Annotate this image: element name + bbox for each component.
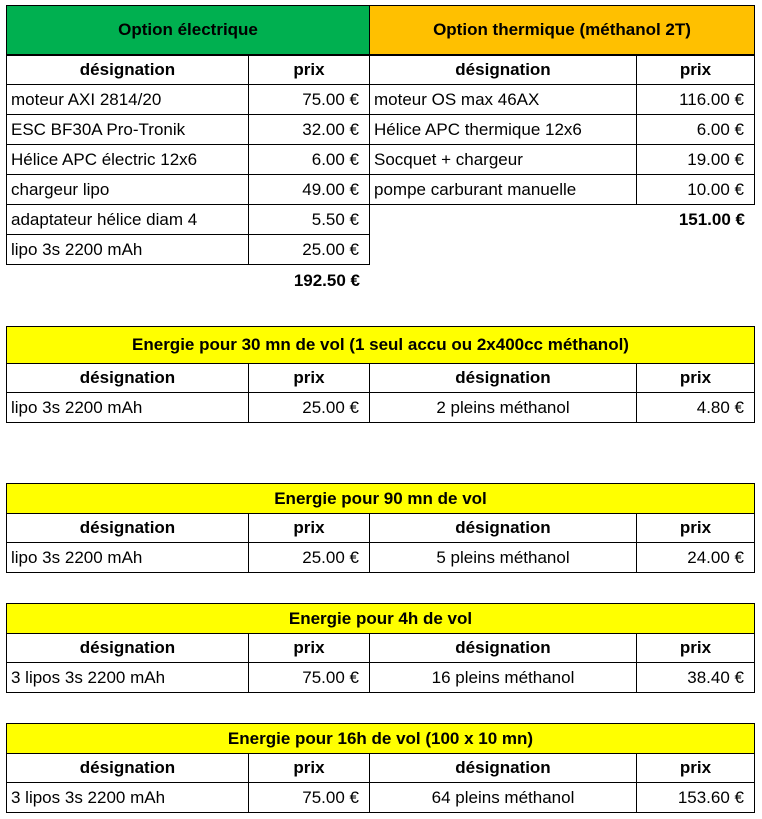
energy-col-designation: désignation xyxy=(369,513,637,543)
energy-electric-designation: lipo 3s 2200 mAh xyxy=(6,392,249,423)
electric-row-designation: adaptateur hélice diam 4 xyxy=(6,204,249,235)
energy-thermal-designation: 64 pleins méthanol xyxy=(369,782,637,813)
electric-col-designation: désignation xyxy=(6,55,249,85)
thermal-row-price: 19.00 € xyxy=(636,144,755,175)
electric-row-designation: moteur AXI 2814/20 xyxy=(6,84,249,115)
electric-row-designation: ESC BF30A Pro-Tronik xyxy=(6,114,249,145)
energy-electric-price: 25.00 € xyxy=(248,392,370,423)
electric-row-price: 32.00 € xyxy=(248,114,370,145)
thermal-total: 151.00 € xyxy=(678,210,745,229)
thermal-row-price: 116.00 € xyxy=(636,84,755,115)
thermal-row-designation: moteur OS max 46AX xyxy=(369,84,637,115)
energy-col-designation: désignation xyxy=(369,633,637,663)
electric-row-price: 6.00 € xyxy=(248,144,370,175)
electric-row-price: 49.00 € xyxy=(248,174,370,205)
energy-col-prix: prix xyxy=(636,753,755,783)
energy-col-designation: désignation xyxy=(369,753,637,783)
electric-row-designation: chargeur lipo xyxy=(6,174,249,205)
energy-electric-price: 25.00 € xyxy=(248,542,370,573)
energy-col-designation: désignation xyxy=(6,753,249,783)
electric-col-prix: prix xyxy=(248,55,370,85)
energy-table-title: Energie pour 90 mn de vol xyxy=(6,483,755,514)
electric-row-price: 75.00 € xyxy=(248,84,370,115)
thermal-col-designation: désignation xyxy=(369,55,637,85)
electric-row-price: 5.50 € xyxy=(248,204,370,235)
energy-col-designation: désignation xyxy=(369,363,637,393)
energy-col-prix: prix xyxy=(636,363,755,393)
thermal-col-prix: prix xyxy=(636,55,755,85)
energy-table-title: Energie pour 4h de vol xyxy=(6,603,755,634)
energy-electric-price: 75.00 € xyxy=(248,782,370,813)
energy-col-prix: prix xyxy=(248,513,370,543)
energy-table-title: Energie pour 16h de vol (100 x 10 mn) xyxy=(6,723,755,754)
energy-col-designation: désignation xyxy=(6,633,249,663)
thermal-row-price: 10.00 € xyxy=(636,174,755,205)
energy-thermal-price: 24.00 € xyxy=(636,542,755,573)
energy-col-prix: prix xyxy=(636,513,755,543)
energy-thermal-price: 4.80 € xyxy=(636,392,755,423)
energy-col-prix: prix xyxy=(248,753,370,783)
thermal-option-header: Option thermique (méthanol 2T) xyxy=(369,5,755,55)
energy-col-designation: désignation xyxy=(6,363,249,393)
thermal-row-designation: Hélice APC thermique 12x6 xyxy=(369,114,637,145)
energy-electric-designation: lipo 3s 2200 mAh xyxy=(6,542,249,573)
energy-thermal-price: 153.60 € xyxy=(636,782,755,813)
energy-col-prix: prix xyxy=(248,633,370,663)
electric-option-header: Option électrique xyxy=(6,5,370,55)
energy-col-prix: prix xyxy=(248,363,370,393)
thermal-row-price: 6.00 € xyxy=(636,114,755,145)
thermal-row-designation: Socquet + chargeur xyxy=(369,144,637,175)
electric-total: 192.50 € xyxy=(293,270,360,290)
energy-electric-price: 75.00 € xyxy=(248,662,370,693)
energy-col-prix: prix xyxy=(636,633,755,663)
electric-row-designation: lipo 3s 2200 mAh xyxy=(6,234,249,265)
electric-row-price: 25.00 € xyxy=(248,234,370,265)
energy-thermal-designation: 5 pleins méthanol xyxy=(369,542,637,573)
energy-electric-designation: 3 lipos 3s 2200 mAh xyxy=(6,782,249,813)
energy-thermal-designation: 2 pleins méthanol xyxy=(369,392,637,423)
energy-table-title: Energie pour 30 mn de vol (1 seul accu ou 2x400cc méthanol) xyxy=(6,326,755,364)
energy-thermal-designation: 16 pleins méthanol xyxy=(369,662,637,693)
thermal-row-designation: pompe carburant manuelle xyxy=(369,174,637,205)
electric-row-designation: Hélice APC électric 12x6 xyxy=(6,144,249,175)
energy-electric-designation: 3 lipos 3s 2200 mAh xyxy=(6,662,249,693)
energy-thermal-price: 38.40 € xyxy=(636,662,755,693)
energy-col-designation: désignation xyxy=(6,513,249,543)
